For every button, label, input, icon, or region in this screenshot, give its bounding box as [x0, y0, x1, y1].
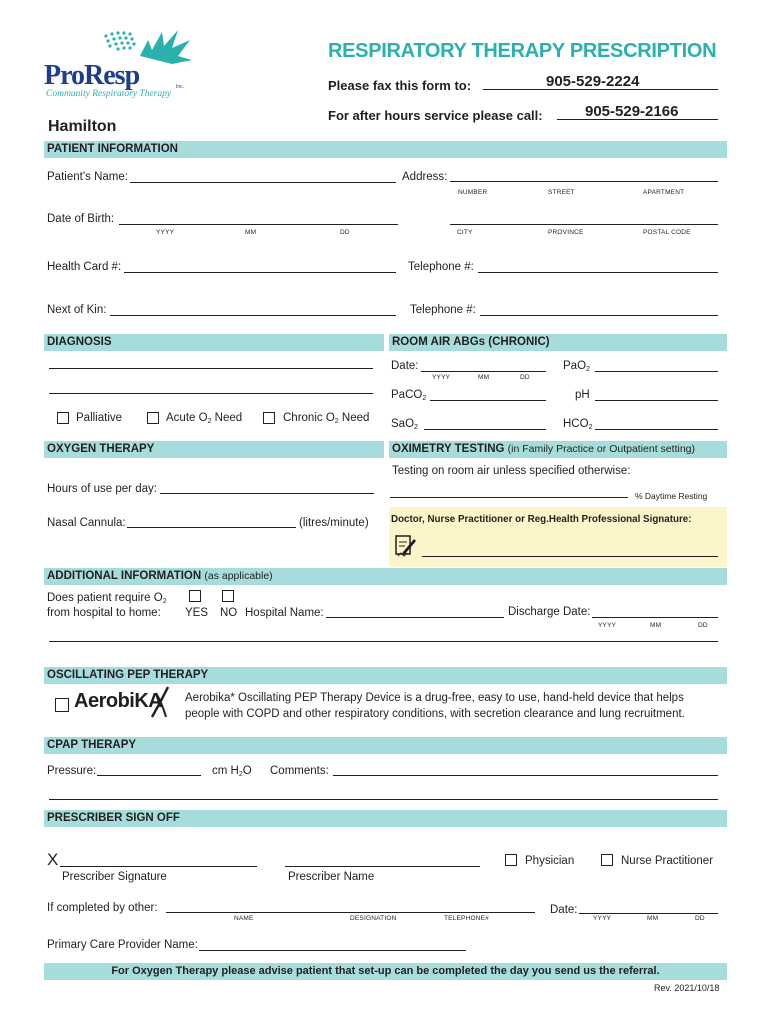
discharge-mm: MM — [650, 622, 662, 629]
dob-yyyy: YYYY — [156, 229, 175, 236]
palliative-checkbox[interactable] — [57, 412, 69, 424]
address-street-caption: STREET — [548, 189, 575, 196]
address-city-field[interactable] — [450, 224, 718, 225]
pen-signature-icon — [395, 534, 417, 558]
aerobika-logo: AerobiKA — [74, 690, 163, 712]
address-postal-caption: POSTAL CODE — [643, 229, 691, 236]
after-hours-line — [557, 119, 718, 120]
pep-description-2: people with COPD and other respiratory conditions, with secretion clearance and lung recruitment. — [185, 708, 685, 720]
sao2-field[interactable] — [424, 429, 546, 430]
sao2-label: SaO2 — [391, 418, 418, 431]
hco2-field[interactable] — [595, 429, 718, 430]
signature-box-label: Doctor, Nurse Practitioner or Reg.Health Professional Signature: — [391, 514, 692, 525]
signoff-mm: MM — [647, 915, 659, 922]
discharge-dd: DD — [698, 622, 708, 629]
nasal-cannula-field[interactable] — [127, 527, 296, 528]
hours-field[interactable] — [160, 493, 374, 494]
address-apartment-caption: APARTMENT — [643, 189, 685, 196]
physician-checkbox[interactable] — [505, 854, 517, 866]
pao2-label: PaO2 — [563, 360, 590, 373]
address-field[interactable] — [450, 181, 718, 182]
cpap-therapy-header: CPAP THERAPY — [44, 737, 727, 754]
paco2-label: PaCO2 — [391, 389, 427, 402]
no-label: NO — [220, 607, 238, 619]
telephone-label: Telephone #: — [408, 261, 474, 273]
revision-date: Rev. 2021/10/18 — [654, 983, 720, 993]
cm-h2o-label: cm H2O — [212, 765, 252, 778]
fax-label: Please fax this form to: — [328, 78, 472, 93]
address-province-caption: PROVINCE — [548, 229, 584, 236]
abgs-header: ROOM AIR ABGs (CHRONIC) — [389, 334, 727, 351]
ph-label: pH — [575, 389, 590, 401]
next-of-kin-field[interactable] — [110, 315, 396, 316]
yes-label: YES — [185, 607, 209, 619]
ph-field[interactable] — [595, 400, 718, 401]
oximetry-percent-field[interactable] — [390, 497, 628, 498]
prescriber-signature-field[interactable] — [60, 866, 257, 867]
physician-label: Physician — [525, 855, 575, 867]
abg-date-dd: DD — [520, 374, 530, 381]
patient-name-label: Patient’s Name: — [47, 171, 128, 183]
next-of-kin-label: Next of Kin: — [47, 304, 107, 316]
patient-info-header: PATIENT INFORMATION — [44, 141, 727, 158]
logo-inc: Inc. — [176, 84, 185, 90]
nurse-practitioner-checkbox[interactable] — [601, 854, 613, 866]
abg-date-yyyy: YYYY — [432, 374, 451, 381]
chronic-checkbox[interactable] — [263, 412, 275, 424]
health-card-field[interactable] — [124, 272, 396, 273]
discharge-yyyy: YYYY — [598, 622, 617, 629]
address-label: Address: — [402, 171, 448, 183]
completed-designation-caption: DESIGNATION — [350, 915, 397, 922]
diagnosis-line-2[interactable] — [49, 393, 373, 394]
nasal-cannula-label: Nasal Cannula: — [47, 517, 126, 529]
discharge-date-label: Discharge Date: — [508, 606, 591, 618]
primary-care-label: Primary Care Provider Name: — [47, 939, 198, 951]
require-o2-label: Does patient require O2 — [47, 592, 167, 605]
no-checkbox[interactable] — [222, 590, 234, 602]
oximetry-note: Testing on room air unless specified otherwise: — [392, 465, 631, 477]
daytime-resting-label: % Daytime Resting — [635, 491, 708, 501]
litres-label: (litres/minute) — [299, 517, 369, 529]
signoff-yyyy: YYYY — [593, 915, 612, 922]
pressure-label: Pressure: — [47, 765, 97, 777]
aerobika-swoosh-icon — [150, 685, 170, 719]
after-hours-label: For after hours service please call: — [328, 108, 543, 123]
acute-label: Acute O2 Need — [166, 412, 243, 425]
fax-number: 905-529-2224 — [546, 73, 640, 90]
footer-note: For Oxygen Therapy please advise patient that set-up can be completed the day you send us the referral. — [44, 963, 727, 980]
signoff-date-label: Date: — [550, 904, 578, 916]
acute-checkbox[interactable] — [147, 412, 159, 424]
palliative-label: Palliative — [76, 412, 123, 424]
prescriber-name-caption: Prescriber Name — [288, 871, 375, 883]
hospital-name-field[interactable] — [326, 617, 504, 618]
telephone2-label: Telephone #: — [410, 304, 476, 316]
telephone2-field[interactable] — [480, 315, 718, 316]
prescriber-header: PRESCRIBER SIGN OFF — [44, 810, 727, 827]
additional-info-header: ADDITIONAL INFORMATION (as applicable) — [44, 568, 727, 585]
comments-line-2[interactable] — [49, 799, 718, 800]
completed-by-other-label: If completed by other: — [47, 902, 158, 914]
signoff-date-field[interactable] — [579, 913, 718, 914]
logo-text: ProResp — [44, 60, 140, 91]
signature-x-mark: X — [47, 850, 59, 869]
address-city-caption: CITY — [457, 229, 473, 236]
form-title: RESPIRATORY THERAPY PRESCRIPTION — [328, 40, 717, 62]
additional-notes-line[interactable] — [49, 641, 718, 642]
prescriber-name-field[interactable] — [285, 866, 480, 867]
signature-box[interactable] — [389, 507, 727, 567]
city-heading: Hamilton — [48, 118, 117, 135]
dob-dd: DD — [340, 229, 350, 236]
logo-tagline: Community Respiratory Therapy — [46, 89, 172, 99]
address-number-caption: NUMBER — [458, 189, 488, 196]
pressure-field[interactable] — [97, 775, 201, 776]
chronic-label: Chronic O2 Need — [283, 412, 370, 425]
diagnosis-header: DIAGNOSIS — [44, 334, 384, 351]
abg-date-field[interactable] — [421, 371, 546, 372]
health-card-label: Health Card #: — [47, 261, 122, 273]
abg-date-mm: MM — [478, 374, 490, 381]
discharge-date-field[interactable] — [592, 617, 718, 618]
comments-label: Comments: — [270, 765, 329, 777]
diagnosis-line-1[interactable] — [49, 368, 373, 369]
hospital-name-label: Hospital Name: — [245, 607, 324, 619]
fax-line — [483, 89, 718, 90]
completed-by-other-field[interactable] — [166, 912, 535, 913]
telephone-field[interactable] — [478, 272, 718, 273]
pep-therapy-header: OSCILLATING PEP THERAPY — [44, 667, 727, 684]
signature-line[interactable] — [422, 556, 718, 557]
comments-field[interactable] — [333, 775, 718, 776]
nurse-practitioner-label: Nurse Practitioner — [621, 855, 714, 867]
dob-field[interactable] — [119, 224, 398, 225]
completed-name-caption: NAME — [234, 915, 254, 922]
paco2-field[interactable] — [430, 400, 546, 401]
pep-description-1: Aerobika* Oscillating PEP Therapy Device is a drug-free, easy to use, hand-held device that helps — [185, 692, 684, 704]
abg-date-label: Date: — [391, 360, 419, 372]
aerobika-checkbox[interactable] — [55, 698, 69, 712]
hco2-label: HCO2 — [563, 418, 593, 431]
dob-label: Date of Birth: — [47, 213, 115, 225]
yes-checkbox[interactable] — [189, 590, 201, 602]
hospital-to-home-label: from hospital to home: — [47, 607, 161, 619]
patient-name-field[interactable] — [130, 182, 396, 183]
primary-care-field[interactable] — [199, 950, 466, 951]
hours-label: Hours of use per day: — [47, 483, 157, 495]
dob-mm: MM — [245, 229, 257, 236]
proresp-logo — [44, 26, 194, 102]
oximetry-header: OXIMETRY TESTING (in Family Practice or Outpatient setting) — [389, 441, 727, 458]
prescriber-signature-caption: Prescriber Signature — [62, 871, 167, 883]
signoff-dd: DD — [695, 915, 705, 922]
pao2-field[interactable] — [595, 371, 718, 372]
oxygen-therapy-header: OXYGEN THERAPY — [44, 441, 384, 458]
after-hours-number: 905-529-2166 — [585, 103, 679, 120]
completed-telephone-caption: TELEPHONE# — [444, 915, 489, 922]
